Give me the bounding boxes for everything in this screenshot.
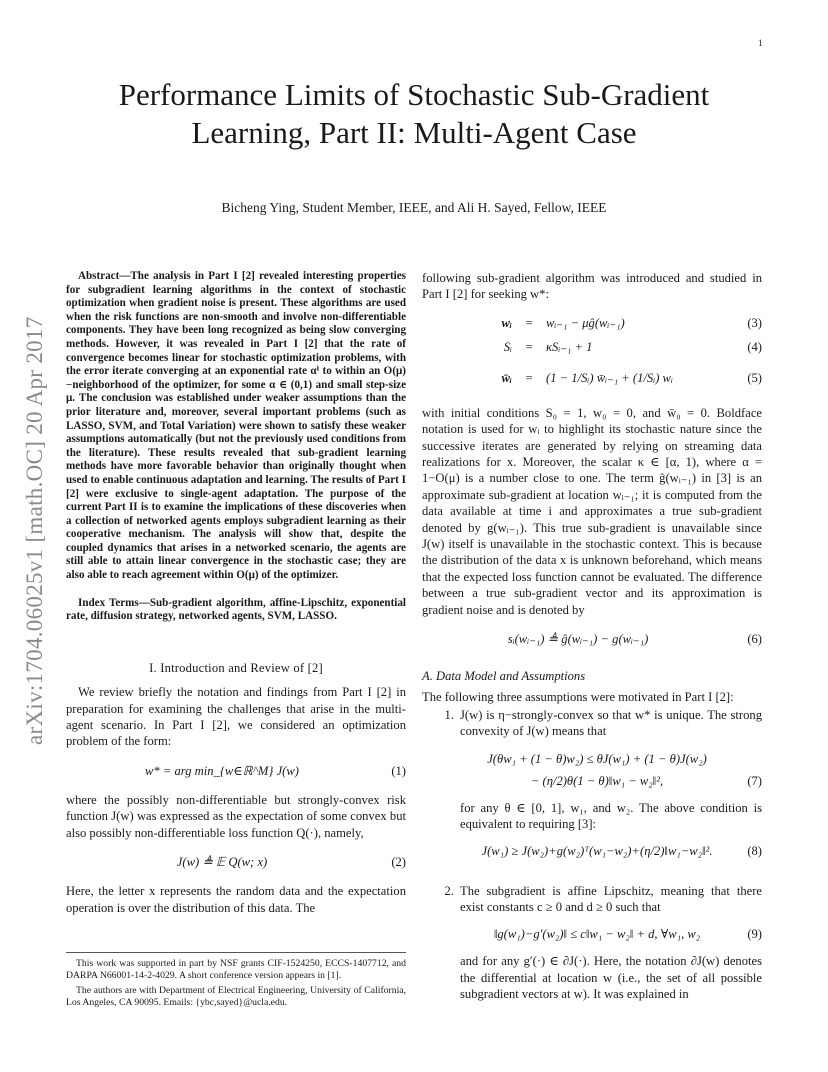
equation-1-number: (1) bbox=[391, 763, 406, 778]
index-terms: Index Terms—Sub-gradient algorithm, affine-Lipschitz, exponential rate, diffusion strategy, networked agents, SVM, LASSO. bbox=[66, 596, 406, 623]
assumptions-intro: The following three assumptions were motivated in Part I [2]: bbox=[422, 689, 734, 704]
footnote-funding: This work was supported in part by NSF grants CIF-1524250, ECCS-1407712, and DARPA N66001-14-2-4029. A short conference version appears in [1]. bbox=[66, 958, 406, 982]
footnotes bbox=[66, 952, 406, 1011]
equation-8 bbox=[460, 841, 762, 863]
equation-4-rhs: κSᵢ₋₁ + 1 bbox=[546, 339, 593, 354]
equation-5-lhs: w̄ᵢ bbox=[501, 370, 512, 385]
algorithm-intro: following sub-gradient algorithm was introduced and studied in Part I [2] for seeking w*: bbox=[422, 271, 762, 302]
assumption-2-marker: 2. bbox=[444, 883, 454, 898]
equation-2-number: (2) bbox=[391, 854, 406, 869]
equation-2-body: J(w) ≜ 𝔼 Q(w; x) bbox=[176, 854, 268, 869]
assumption-2-text: The subgradient is affine Lipschitz, meaning that there exist constants c ≥ 0 and d ≥ 0 such that bbox=[460, 883, 762, 914]
equation-4-rel: = bbox=[525, 339, 533, 354]
right-column bbox=[422, 270, 762, 1003]
intro-paragraph-3: Here, the letter x represents the random data and the expectation operation is over the distribution of this data. The bbox=[66, 884, 406, 915]
equation-9-body: ‖g(w₁)−g′(w₂)‖ ≤ c‖w₁ − w₂‖ + d, ∀w₁, w₂ bbox=[493, 927, 701, 942]
intro-paragraph-1: We review briefly the notation and findings from Part I [2] in preparation for examining the challenges that arise in the multi-agent scenario. In Part I [2], we considered an optimization problem of the form: bbox=[66, 685, 406, 749]
assumption-1-marker: 1. bbox=[444, 707, 454, 722]
subsection-heading: A. Data Model and Assumptions bbox=[422, 669, 586, 684]
footnote-affiliation: The authors are with Department of Electrical Engineering, University of California, Los Angeles, CA 90095. Emails: {ybc,sayed}@ucla.edu. bbox=[66, 984, 406, 1008]
assumption-1-text: J(w) is η−strongly-convex so that w* is unique. The strong convexity of J(w) means that bbox=[460, 707, 762, 739]
assumption-2-continuation: and for any g′(·) ∈ ∂J(·). Here, the notation ∂J(w) denotes the differential at location w (i.e., the set of all possible subgradient vectors at w). It was explained in bbox=[460, 954, 762, 1002]
equation-5 bbox=[422, 359, 762, 397]
assumption-1-continuation: for any θ ∈ [0, 1], w₁, and w₂. The above condition is equivalent to requiring [3]: bbox=[460, 800, 762, 832]
equation-5-rhs: (1 − 1/Sᵢ) w̄ᵢ₋₁ + (1/Sᵢ) wᵢ bbox=[546, 370, 673, 385]
equation-8-body: J(w₁) ≥ J(w₂)+g(w₂)ᵀ(w₁−w₂)+(η/2)‖w₁−w₂‖². bbox=[481, 844, 713, 859]
equation-6 bbox=[422, 624, 762, 654]
assumption-1 bbox=[422, 707, 762, 871]
equation-5-rel: = bbox=[525, 370, 533, 385]
section-heading: I. Introduction and Review of [2] bbox=[149, 660, 323, 675]
equation-8-number: (8) bbox=[747, 844, 762, 859]
equation-6-number: (6) bbox=[747, 631, 762, 646]
intro-paragraph-2: where the possibly non-differentiable but strongly-convex risk function J(w) was expressed as the expectation of some convex but also possibly non-differentiable loss function Q(·), namely, bbox=[66, 792, 406, 840]
left-column bbox=[66, 270, 406, 916]
equation-5-number: (5) bbox=[747, 370, 762, 385]
equation-7-line-2: − (η/2)θ(1 − θ)‖w₁ − w₂‖², bbox=[530, 773, 664, 788]
equation-9 bbox=[460, 923, 762, 945]
noise-paragraph: with initial conditions S₀ = 1, w₀ = 0, and w̄₀ = 0. Boldface notation is used for wᵢ to highlight its stochastic nature since the successive iterates are generated by relying on streaming data realizations for x. Moreover, the scalar κ ∈ [α, 1), where α = 1−O(μ) is a number close to one. The term ĝ(wᵢ₋₁) in [3] is an approximate sub-gradient at location wᵢ₋₁; it is computed from the data available at time i and approximates a true sub-gradient denoted by g(wᵢ₋₁). This true sub-gradient is unavailable since J(w) itself is unavailable in the stochastic context. This is because the distribution of the data x is unknown beforehand, which means that the expected loss function cannot be evaluated. The difference between a true sub-gradient vector and its approximation is gradient noise and is denoted by bbox=[422, 405, 762, 617]
paper-title: Performance Limits of Stochastic Sub-Gradient Learning, Part II: Multi-Agent Case bbox=[118, 77, 710, 150]
equation-3-rhs: wᵢ₋₁ − μĝ(wᵢ₋₁) bbox=[546, 315, 625, 330]
arxiv-identifier: arXiv:1704.06025v1 [math.OC] 20 Apr 2017 bbox=[22, 316, 47, 745]
equation-1 bbox=[66, 756, 406, 786]
equation-3-number: (3) bbox=[747, 315, 762, 330]
equation-3 bbox=[422, 311, 762, 335]
equation-7 bbox=[460, 748, 762, 792]
page-number: 1 bbox=[758, 38, 763, 48]
equation-9-number: (9) bbox=[747, 927, 762, 942]
equation-4 bbox=[422, 335, 762, 359]
equation-3-rel: = bbox=[525, 315, 533, 330]
assumption-2 bbox=[422, 883, 762, 1003]
equation-7-line-1: J(θw₁ + (1 − θ)w₂) ≤ θJ(w₁) + (1 − θ)J(w₂) bbox=[487, 751, 707, 766]
equation-4-lhs: Sᵢ bbox=[503, 339, 512, 354]
equation-4-number: (4) bbox=[747, 339, 762, 354]
author-line: Bicheng Ying, Student Member, IEEE, and Ali H. Sayed, Fellow, IEEE bbox=[221, 200, 607, 215]
abstract: Abstract—The analysis in Part I [2] revealed interesting properties for subgradient learning algorithms in the context of stochastic optimization when gradient noise is present. These algorithms are used when the risk functions are non-smooth and involve non-differentiable components. They have been long recognized as being slow converging methods. However, it was revealed in Part I [2] that the rate of convergence becomes linear for stochastic optimization problems, with the error iterate converging at an exponential rate αⁱ to within an O(μ)−neighborhood of the optimizer, for some α ∈ (0,1) and small step-size μ. The conclusion was established under weaker assumptions than the prior literature and, moreover, several important problems (such as LASSO, SVM, and Total Variation) were shown to satisfy these weaker assumptions automatically (but not the previously used conditions from the literature). These results revealed that sub-gradient learning methods have more favorable behavior than originally thought when used to enable continuous adaptation and learning. The results of Part I [2] were exclusive to single-agent adaptation. The purpose of the current Part II is to examine the implications of these discoveries when a collection of networked agents employs subgradient learning as their cooperative mechanism. The analysis will show that, despite the coupled dynamics that arises in a networked scenario, the agents are still able to attain linear convergence in the stochastic case; they are also able to reach agreement within O(μ) of the optimizer. bbox=[66, 270, 406, 582]
equation-1-body: w* = arg min_{w∈ℝ^M} J(w) bbox=[145, 763, 299, 778]
equation-2 bbox=[66, 847, 406, 877]
equation-6-body: sᵢ(wᵢ₋₁) ≜ ĝ(wᵢ₋₁) − g(wᵢ₋₁) bbox=[507, 631, 649, 646]
equation-array-3-5 bbox=[422, 311, 762, 397]
equation-3-lhs: wᵢ bbox=[501, 315, 512, 330]
equation-7-number: (7) bbox=[747, 773, 762, 788]
